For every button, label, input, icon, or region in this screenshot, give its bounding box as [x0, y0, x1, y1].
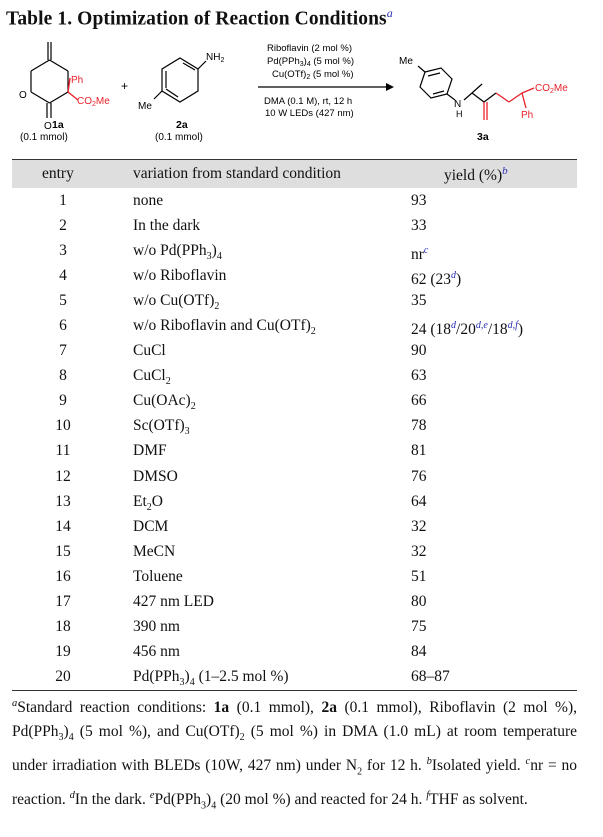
condition-light: 10 W LEDs (427 nm)	[265, 108, 354, 119]
table-row: 9 $Cu(OAc)_2$ 66	[59, 392, 427, 413]
table-footnotes: $^a$Standard reaction conditions: 1a (0.1 mmol), 2a (0.1 mmol), Riboflavin (2 mol %), $Pd(PPh_3)_4$ (5 mol %), and $Cu(OTf)_2$ (5 mol %) in DMA (1.0 mL) at room temperature under irradiation with BLEDs (10W, 427 nm) under $N_2$ for 12 h. $^b$Isolated yield. $^c$nr = no reaction. $^d$In the dark. $^ePd(PPh_3)_4$ (20 mol %) and reacted for 24 h. $^f$THF as solvent.	[12, 698, 578, 811]
table-row: 5 w/o $Cu(OTf)_2$ 35	[59, 292, 427, 313]
table-title	[6, 6, 393, 31]
reagent-1a-ring-o: O	[19, 90, 27, 101]
product-ph-bond	[522, 93, 526, 108]
reagent-1a-label: 1a	[52, 119, 64, 131]
reagent-2a-me: Me	[138, 101, 152, 112]
table-row: 10 $Sc(OTf)_3$ 78	[55, 417, 427, 438]
table-row: 12 DMSO 76	[55, 467, 427, 485]
plus-sign: +	[121, 79, 129, 93]
table-row: 17 427 nm LED 80	[55, 592, 427, 610]
product-3a-structure	[418, 66, 496, 102]
condition-pd: $Pd(PPh_3)_4$ (5 mol %)	[267, 56, 355, 68]
reagent-1a-ester: $CO_2Me$	[77, 96, 110, 108]
condition-solvent: DMA (0.1 M), rt, 12 h	[264, 96, 353, 107]
table-row: 14 DCM 32	[55, 517, 427, 535]
table-row: 16 Toluene 51	[55, 567, 427, 585]
product-n: N	[454, 99, 462, 110]
footnote-a-mark: a	[12, 698, 18, 709]
table-row: 18 390 nm 75	[55, 617, 427, 635]
footnote-b-mark: b	[426, 755, 432, 767]
footnote-f-mark: f	[426, 789, 430, 801]
product-label: 3a	[477, 131, 489, 143]
reagent-2a-label: 2a	[176, 119, 188, 131]
column-header-variation: variation from standard condition	[133, 165, 341, 182]
table-row: 1 none 93	[59, 192, 427, 209]
table-title-text: Optimization of Reaction Conditions	[77, 8, 387, 30]
condition-riboflavin: Riboflavin (2 mol %)	[267, 43, 352, 54]
reaction-arrow-head	[386, 83, 394, 91]
reagent-1a-carbonyl-o: O	[44, 121, 52, 132]
table-row: 7 CuCl 90	[59, 342, 427, 360]
table-row: 2 In the dark 33	[59, 217, 427, 235]
product-ph: Ph	[521, 110, 534, 121]
table-row: 11 DMF 81	[55, 442, 427, 460]
product-ester-bond	[522, 88, 534, 93]
footnote-c-mark: c	[525, 755, 531, 767]
reagent-2a-structure	[154, 58, 206, 102]
column-header-entry: entry	[42, 165, 74, 182]
product-chain-bond-2	[509, 93, 522, 102]
reagent-2a-nh2: $NH_2$	[206, 52, 225, 64]
product-chain-bond	[496, 93, 509, 102]
reaction-scheme	[0, 36, 603, 162]
reagent-2a-amount: (0.1 mmol)	[155, 132, 203, 143]
column-header-yield: yield (%)$^b$	[444, 165, 508, 185]
reagent-1a-ph: Ph	[71, 75, 84, 86]
table-row: 15 MeCN 32	[55, 542, 427, 560]
table-row: 13 $Et_2O$ 64	[55, 492, 427, 513]
reagent-1a-structure	[31, 42, 68, 118]
table-body	[0, 187, 603, 688]
table-row: 19 456 nm 84	[55, 642, 427, 660]
footnote-e-mark: e	[149, 789, 155, 801]
table-row: 4 w/o Riboflavin 62 (23$^d$)	[59, 267, 462, 289]
reagent-1a-amount: (0.1 mmol)	[20, 132, 68, 143]
table-bottom-rule	[12, 690, 577, 691]
table-row: 6 w/o Riboflavin and $Cu(OTf)_2$ 24 (18$^d$/20$^{d,e}$/18$^{d,f}$)	[59, 317, 524, 339]
condition-cu: $Cu(OTf)_2$ (5 mol %)	[272, 69, 354, 81]
table-row: 20 $Pd(PPh_3)_4$ (1–2.5 mol %) 68–87	[55, 667, 450, 688]
title-footnote-mark: a	[386, 6, 393, 20]
table-row: 8 CuCl$_2$ 63	[59, 367, 427, 388]
product-h: H	[456, 109, 463, 119]
product-me: Me	[399, 56, 413, 67]
table-label: Table 1.	[6, 8, 73, 30]
table-row: 3 w/o $Pd(PPh_3)_4$ $nr^c$	[59, 242, 429, 264]
footnote-d-mark: d	[69, 789, 75, 801]
table-header-row	[12, 159, 577, 188]
product-ester: $CO_2Me$	[535, 83, 568, 95]
